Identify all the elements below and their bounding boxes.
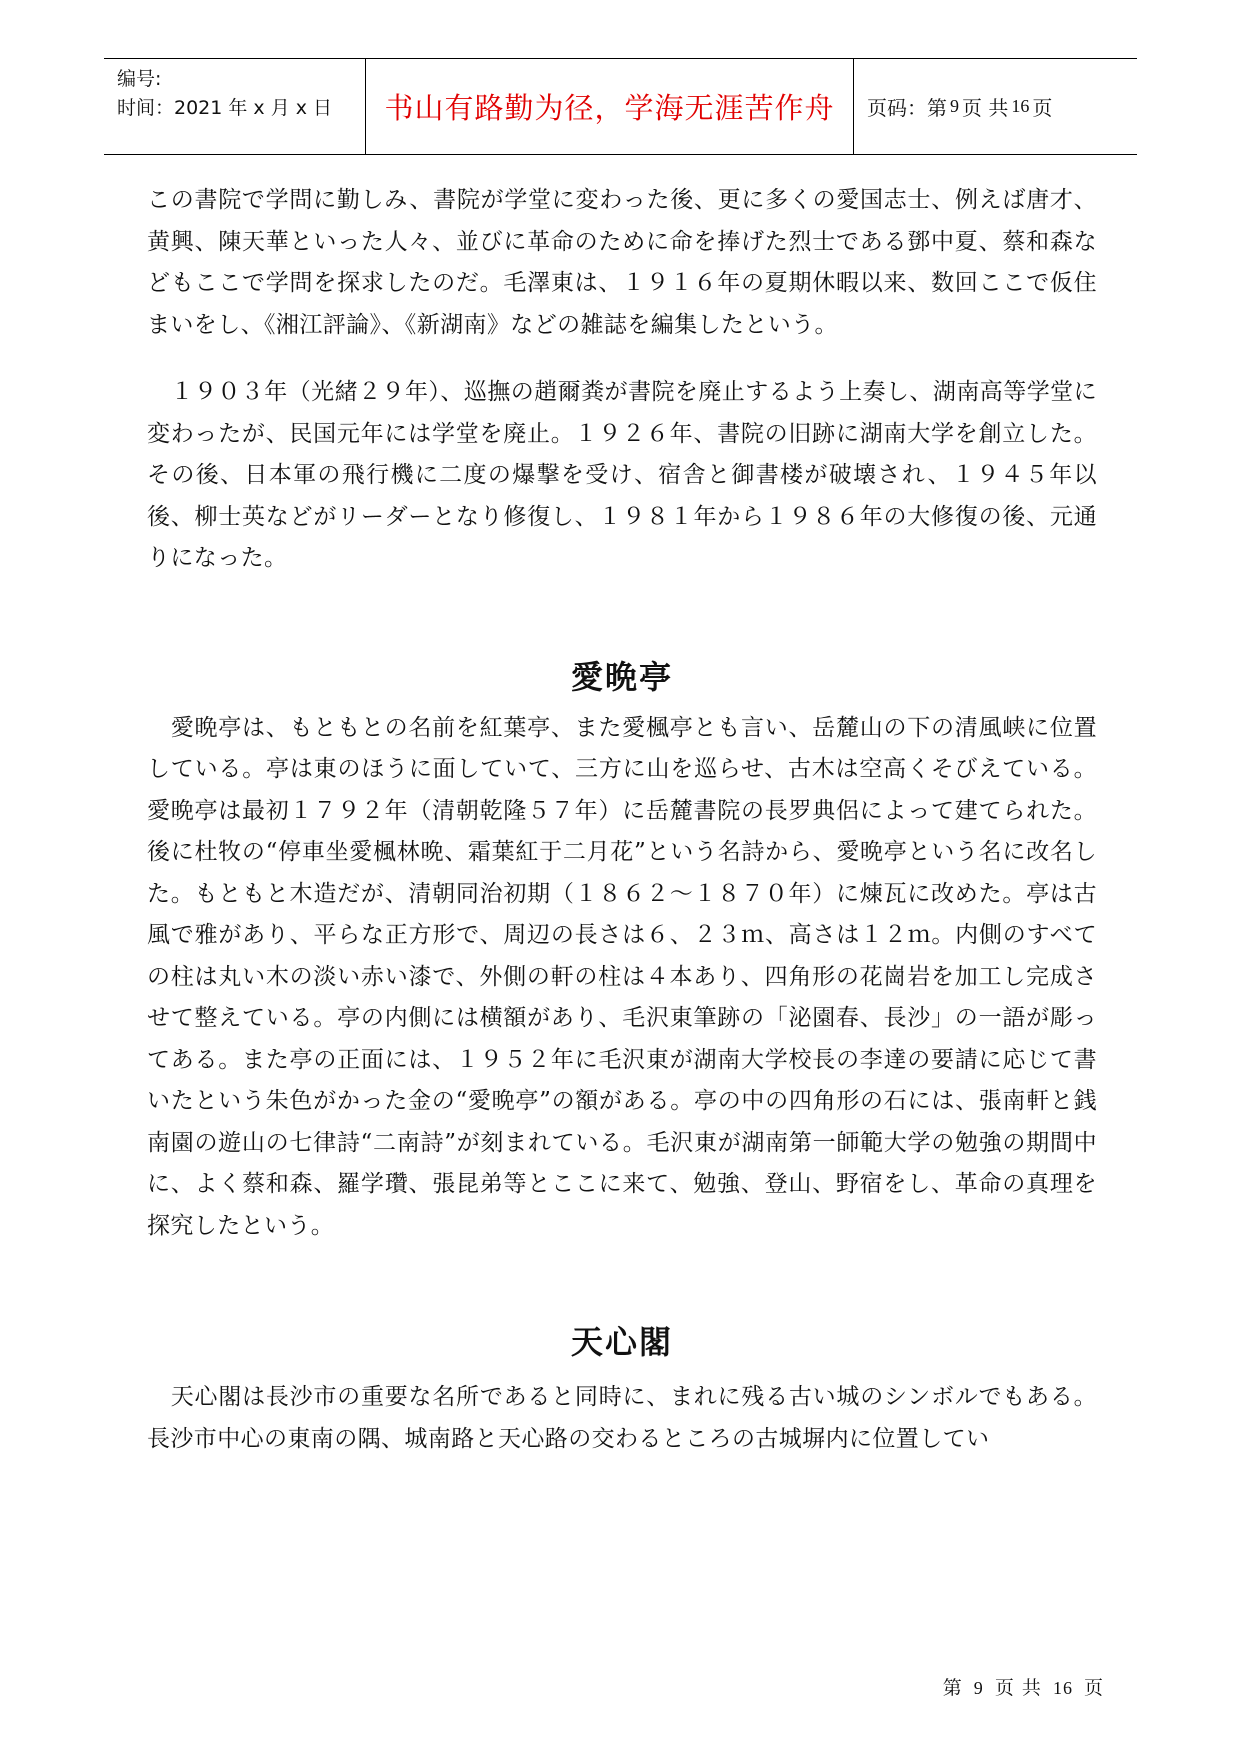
header-motto: 书山有路勤为径，学海无涯苦作舟: [366, 59, 854, 154]
header-page-current: 9: [950, 96, 959, 116]
body-paragraph-3: 愛晩亭は、もともとの名前を紅葉亭、また愛楓亭とも言い、岳麓山の下の清風峡に位置している。亭は東のほうに面していて、三方に山を巡らせ、古木は空高くそびえている。愛晩亭は最初１７９２年（清朝乾隆５７年）に岳麓書院の長罗典侶によって建てられた。後に杜牧の“停車坐愛楓林晩、霜葉紅于二月花”という名詩から、愛晩亭という名に改名した。もともと木造だが、清朝同治初期（１８６２～１８７０年）に煉瓦に改めた。亭は古風で雅があり、平らな正方形で、周辺の長さは６、２３ｍ、高さは１２ｍ。内側のすべての柱は丸い木の淡い赤い漆で、外側の軒の柱は４本あり、四角形の花崗岩を加工し完成させて整えている。亭の内側には横額があり、毛沢東筆跡の「泌園春、長沙」の一語が彫ってある。また亭の正面には、１９５２年に毛沢東が湖南大学校長の李達の要請に応じて書いたという朱色がかった金の“愛晩亭”の額がある。亭の中の四角形の石には、張南軒と銭南園の遊山の七律詩“二南詩”が刻まれている。毛沢東が湖南第一師範大学の勉強の期間中に、よく蔡和森、羅学瓚、張昆弟等とここに来て、勉強、登山、野宿をし、革命の真理を探究したという。: [147, 714, 1097, 1239]
body-paragraph-2: １９０３年（光緒２９年）、巡撫の趙爾粪が書院を廃止するよう上奏し、湖南高等学堂に変わったが、民国元年には学堂を廃止。１９２６年、書院の旧跡に湖南大学を創立した。その後、日本軍の飛行機に二度の爆撃を受け、宿舎と御書楼が破壊され、１９４５年以後、柳士英などがリーダーとなり修復し、１９８１年から１９８６年の大修復の後、元通りになった。: [147, 379, 1097, 571]
header-page-info: [854, 59, 1137, 154]
page-header: [104, 58, 1137, 155]
document-number-label: 编号:: [117, 68, 162, 90]
footer-prefix: 第: [942, 1677, 963, 1699]
footer-page-current: 9: [973, 1678, 984, 1698]
footer-suffix: 页: [1083, 1677, 1104, 1699]
body-paragraph-4: 天心閣は長沙市の重要な名所であると同時に、まれに残る古い城のシンボルでもある。長沙市中心の東南の隅、城南路と天心路の交わるところの古城塀内に位置してい: [147, 1384, 1097, 1452]
header-page-prefix: 页码：第: [867, 96, 947, 120]
header-meta: [104, 59, 366, 154]
section-heading-tenshinkaku: 天心閣: [570, 1323, 673, 1361]
document-date: 时间：2021 年 x 月 x 日: [117, 97, 333, 119]
footer-mid: 页 共: [994, 1677, 1042, 1699]
header-page-mid: 页 共: [962, 96, 1009, 120]
body-paragraph-1: この書院で学問に勤しみ、書院が学堂に変わった後、更に多くの愛国志士、例えば唐才、黄興、陳天華といった人々、並びに革命のために命を捧げた烈士である鄧中夏、蔡和森などもここで学問を探求したのだ。毛澤東は、１９１６年の夏期休暇以来、数回ここで仮住まいをし、《湘江評論》、《新湖南》などの雑誌を編集したという。: [147, 187, 1097, 338]
section-heading-aibanting: 愛晩亭: [570, 657, 673, 696]
footer-page-total: 16: [1052, 1678, 1073, 1698]
header-page-total: 16: [1011, 96, 1030, 116]
page-footer: [943, 1673, 1104, 1700]
document-body: [147, 180, 1097, 1460]
header-page-suffix: 页: [1032, 96, 1053, 120]
